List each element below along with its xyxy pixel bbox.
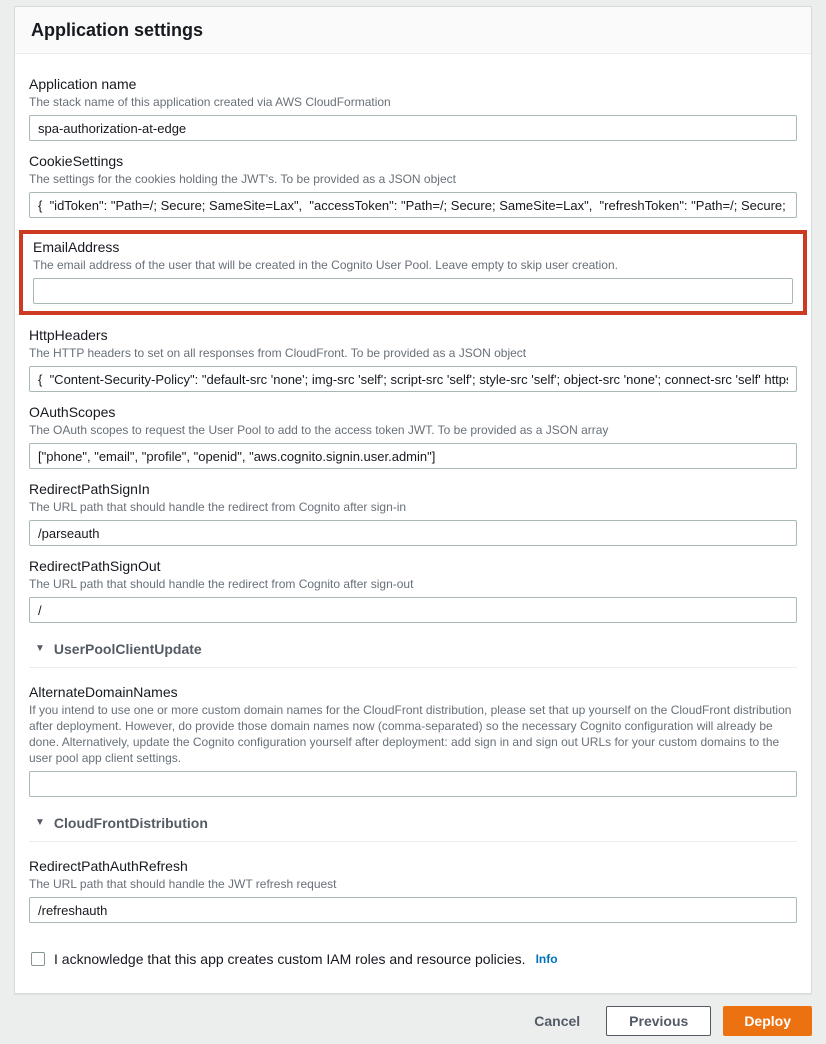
redirect-path-auth-refresh-label: RedirectPathAuthRefresh: [29, 858, 188, 874]
email-address-description: The email address of the user that will be created in the Cognito User Pool. Leave empty to skip user creation.: [33, 258, 618, 272]
field-redirect-path-auth-refresh: [29, 858, 797, 923]
redirect-path-sign-out-input[interactable]: [29, 597, 797, 623]
field-oauth-scopes: [29, 404, 797, 469]
application-name-label: Application name: [29, 76, 137, 92]
field-http-headers: [29, 327, 797, 392]
field-email-address: [33, 239, 793, 304]
oauth-scopes-input[interactable]: [29, 443, 797, 469]
field-redirect-path-sign-out: [29, 558, 797, 623]
iam-acknowledge-checkbox[interactable]: [31, 952, 45, 966]
http-headers-input[interactable]: [29, 366, 797, 392]
redirect-path-sign-in-label: RedirectPathSignIn: [29, 481, 150, 497]
email-address-highlight-box: [19, 230, 807, 315]
card-header: [15, 7, 811, 54]
email-address-label: EmailAddress: [33, 239, 120, 255]
user-pool-client-update-label: UserPoolClientUpdate: [53, 641, 202, 657]
acknowledgement-label: I acknowledge that this app creates custom IAM roles and resource policies.: [54, 951, 526, 967]
acknowledgement-row: [29, 951, 797, 967]
field-alternate-domain-names: [29, 684, 797, 797]
previous-button[interactable]: Previous: [606, 1006, 711, 1036]
http-headers-label: HttpHeaders: [29, 327, 108, 343]
http-headers-description: The HTTP headers to set on all responses from CloudFront. To be provided as a JSON object: [29, 346, 527, 360]
footer-actions: [14, 1006, 812, 1044]
deploy-button[interactable]: Deploy: [723, 1006, 812, 1036]
alternate-domain-names-input[interactable]: [29, 771, 797, 797]
redirect-path-sign-in-input[interactable]: [29, 520, 797, 546]
cookie-settings-label: CookieSettings: [29, 153, 124, 169]
redirect-path-auth-refresh-input[interactable]: [29, 897, 797, 923]
card-body: [15, 54, 811, 993]
section-cloudfront-distribution[interactable]: [29, 811, 797, 842]
application-settings-card: [14, 6, 812, 994]
caret-down-icon: ▼: [35, 817, 45, 828]
caret-down-icon: ▼: [35, 643, 45, 654]
redirect-path-sign-out-label: RedirectPathSignOut: [29, 558, 161, 574]
cloudfront-distribution-label: CloudFrontDistribution: [53, 815, 208, 831]
redirect-path-auth-refresh-description: The URL path that should handle the JWT refresh request: [29, 877, 337, 891]
field-redirect-path-sign-in: [29, 481, 797, 546]
alternate-domain-names-label: AlternateDomainNames: [29, 684, 178, 700]
redirect-path-sign-in-description: The URL path that should handle the redirect from Cognito after sign-in: [29, 500, 407, 514]
cookie-settings-description: The settings for the cookies holding the JWT's. To be provided as a JSON object: [29, 172, 456, 186]
cookie-settings-input[interactable]: [29, 192, 797, 218]
oauth-scopes-description: The OAuth scopes to request the User Pool to add to the access token JWT. To be provided as a JSON array: [29, 423, 609, 437]
section-user-pool-client-update[interactable]: [29, 637, 797, 668]
cancel-button[interactable]: Cancel: [520, 1006, 594, 1036]
email-address-input[interactable]: [33, 278, 793, 304]
oauth-scopes-label: OAuthScopes: [29, 404, 116, 420]
field-cookie-settings: [29, 153, 797, 218]
alternate-domain-names-description: If you intend to use one or more custom domain names for the CloudFront distribution, please set that up yourself on the CloudFront distribution after deployment. However, do provide those domain names now (comma-separated) so the necessary Cognito configuration will already be done. Alternatively, update the Cognito configuration yourself after deployment: add sign in and sign out URLs for your custom domains to the user pool app client settings.: [29, 703, 792, 765]
application-name-input[interactable]: [29, 115, 797, 141]
info-link[interactable]: Info: [535, 952, 558, 966]
redirect-path-sign-out-description: The URL path that should handle the redirect from Cognito after sign-out: [29, 577, 414, 591]
field-application-name: [29, 76, 797, 141]
application-name-description: The stack name of this application created via AWS CloudFormation: [29, 95, 391, 109]
page-title: Application settings: [31, 20, 204, 40]
